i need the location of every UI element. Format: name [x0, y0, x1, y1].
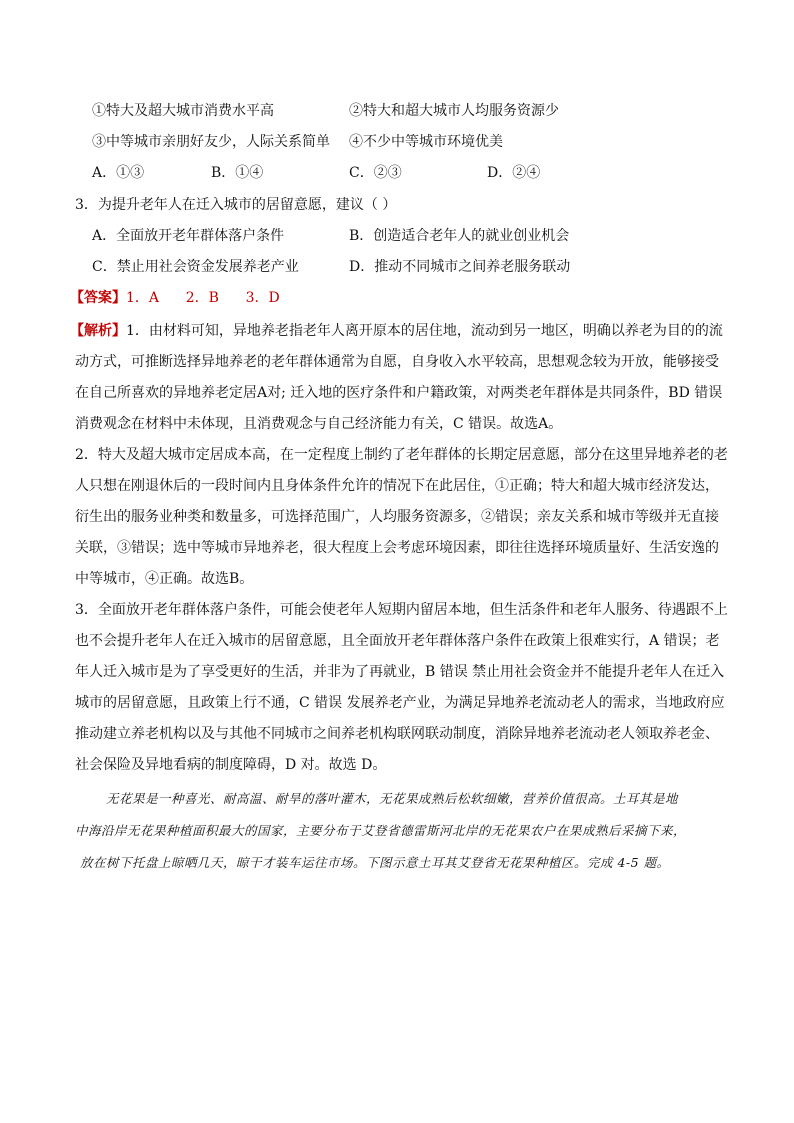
q2-option-a: A．①③	[92, 165, 145, 181]
analysis-p3-line: 推动建立养老机构以及与其他不同城市之间养老机构联网联动制度，消除异地养老流动老人领取养老金、	[75, 726, 719, 742]
answer-line	[70, 289, 280, 307]
analysis-p2-line: 人只想在刚退休后的一段时间内且身体条件允许的情况下在此居住，①正确；特大和超大城市经济发达，	[75, 478, 719, 494]
q3-stem: 3．为提升老年人在迁入城市的居留意愿，建议（ ）	[75, 197, 397, 213]
material-line: 无花果是一种喜光、耐高温、耐旱的落叶灌木，无花果成熟后松软细嫩，营养价值很高。土耳其是地	[106, 791, 679, 806]
analysis-p3-line: 社会保险及异地看病的制度障碍，D 对。故选 D。	[75, 757, 387, 773]
material-line: 中海沿岸无花果种植面积最大的国家，主要分布于艾登省德雷斯河北岸的无花果农户在果成熟后采摘下来，	[75, 823, 687, 838]
analysis-p3-line: 城市的居留意愿，且政策上行不通，C 错误 发展养老产业，为满足异地养老流动老人的需求，当地政府应	[75, 695, 725, 711]
q2-statement-4: ④不少中等城市环境优美	[349, 134, 503, 150]
q2-statement-3: ③中等城市亲朋好友少，人际关系简单	[92, 134, 330, 150]
analysis-label: 【解析】	[70, 323, 126, 339]
answer-label: 【答案】	[70, 290, 126, 306]
q3-option-a: A．全面放开老年群体落户条件	[92, 228, 285, 244]
analysis-p1-line: 动方式，可推断选择异地养老的老年群体通常为自愿，自身收入水平较高，思想观念较为开放，能够接受	[75, 354, 719, 370]
answer-text: 1．A 2．B 3．D	[126, 290, 280, 306]
analysis-p1-line: 在自己所喜欢的异地养老定居A对; 迁入地的医疗条件和户籍政策，对两类老年群体是共同条件，BD 错误	[75, 385, 723, 401]
q3-option-d: D．推动不同城市之间养老服务联动	[349, 259, 571, 275]
material-line: 放在树下托盘上晾晒几天，晾干才装车运往市场。下图示意土耳其艾登省无花果种植区。完成 4-5 题。	[80, 855, 670, 870]
q2-option-d: D．②④	[487, 165, 541, 181]
analysis-p2-line: 2．特大及超大城市定居成本高，在一定程度上制约了老年群体的长期定居意愿，部分在这里异地养老的老	[75, 447, 728, 463]
q3-option-b: B．创造适合老年人的就业创业机会	[349, 228, 570, 244]
analysis-p2-line: 中等城市，④正确。故选B。	[75, 571, 254, 587]
q2-option-b: B．①④	[211, 165, 264, 181]
analysis-p2-line: 衍生出的服务业种类和数量多，可选择范围广，人均服务资源多，②错误；亲友关系和城市等级并无直接	[75, 509, 719, 525]
analysis-p1-line: 1．由材料可知，异地养老指老年人离开原本的居住地，流动到另一地区，明确以养老为目的的流	[126, 323, 723, 339]
q3-option-c: C．禁止用社会资金发展养老产业	[92, 259, 299, 275]
analysis-p1-line: 消费观念在材料中未体现，且消费观念与自己经济能力有关，C 错误。故选A。	[75, 416, 563, 432]
q2-statement-1: ①特大及超大城市消费水平高	[92, 103, 274, 119]
analysis-p3-line: 3．全面放开老年群体落户条件，可能会使老年人短期内留居本地，但生活条件和老年人服务、待遇跟不上	[75, 602, 728, 618]
analysis-p3-line: 也不会提升老年人在迁入城市的居留意愿，且全面放开老年群体落户条件在政策上很难实行，A 错误；老	[75, 633, 720, 649]
analysis-p3-line: 年人迁入城市是为了享受更好的生活，并非为了再就业，B 错误 禁止用社会资金并不能提升老年人在迁入	[75, 664, 725, 680]
q2-statement-2: ②特大和超大城市人均服务资源少	[349, 103, 559, 119]
analysis-line	[70, 322, 723, 340]
analysis-p2-line: 关联，③错误；选中等城市异地养老，很大程度上会考虑环境因素，即往往选择环境质量好、生活安逸的	[75, 540, 719, 556]
q2-option-c: C．②③	[349, 165, 402, 181]
